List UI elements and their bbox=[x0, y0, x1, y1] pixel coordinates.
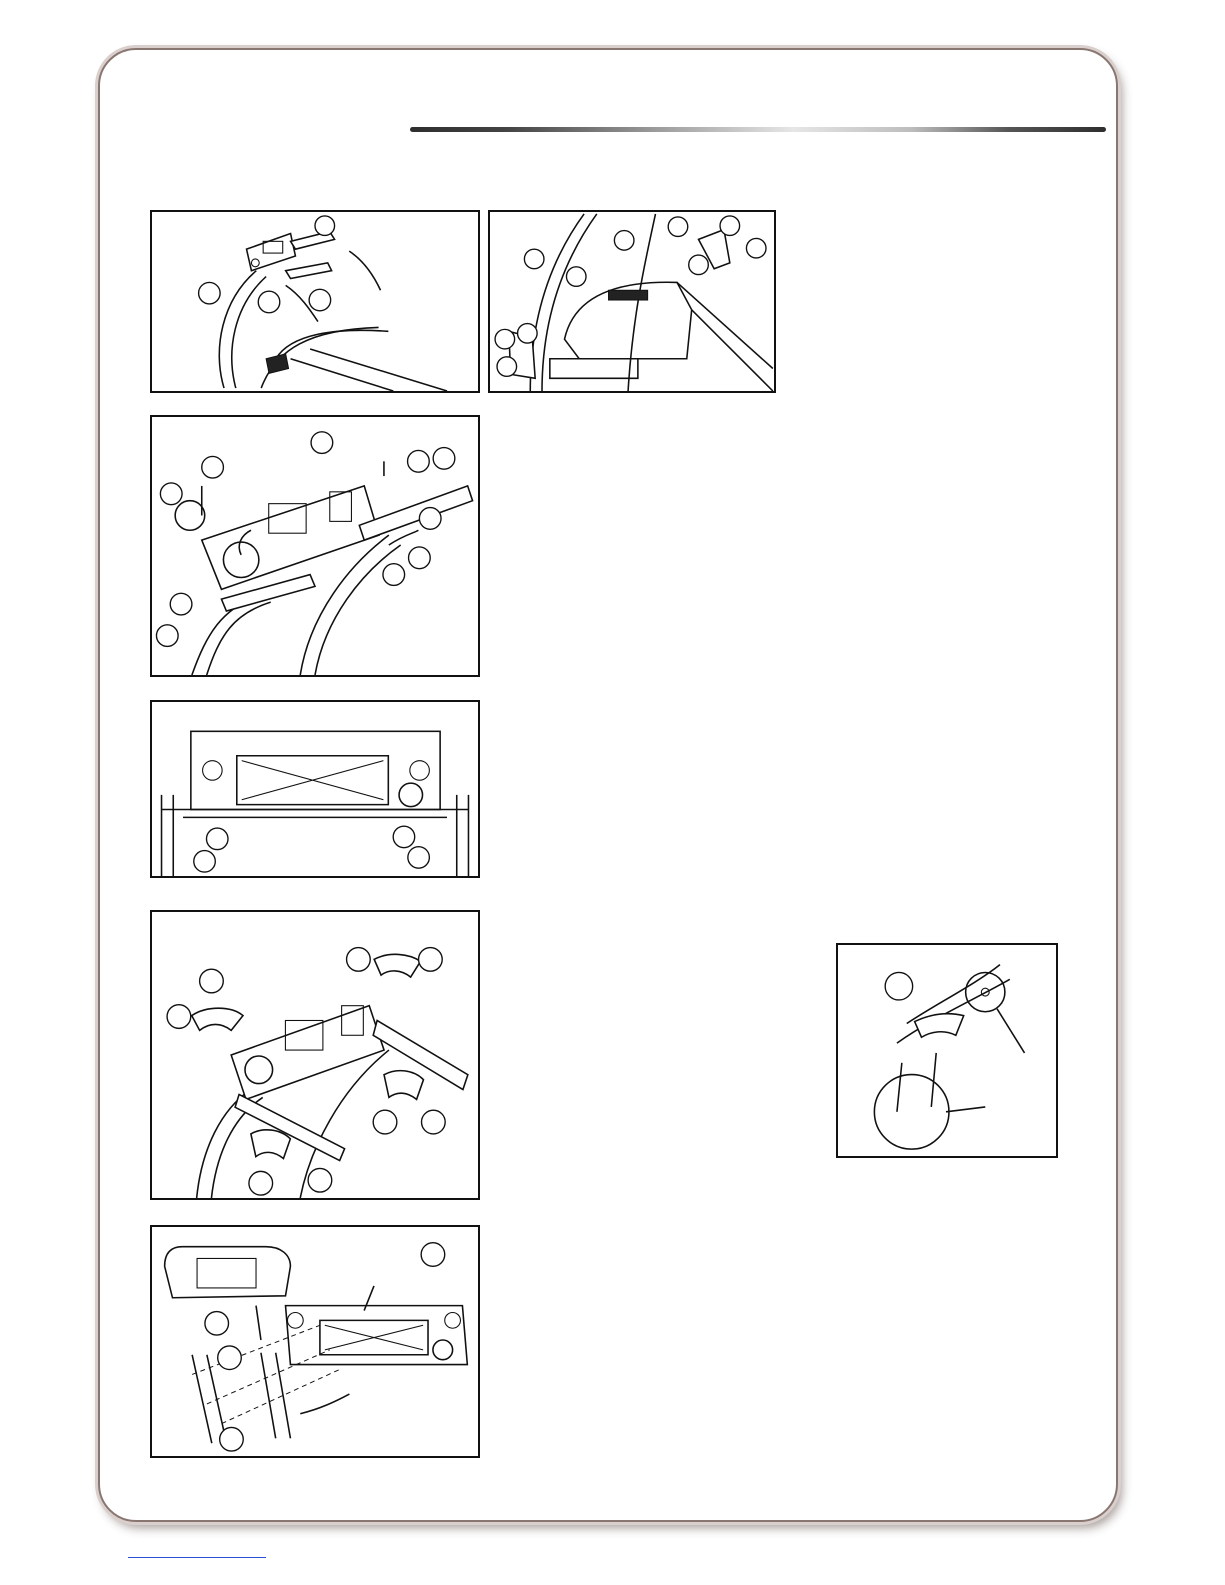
figure-step-1 bbox=[150, 210, 480, 393]
figure-step-5 bbox=[150, 910, 480, 1200]
figure-step-3 bbox=[150, 415, 480, 677]
figure-step-4 bbox=[150, 700, 480, 878]
figure-step-5-detail bbox=[836, 943, 1058, 1158]
header-rule bbox=[410, 127, 1106, 132]
footer-link[interactable] bbox=[128, 1557, 266, 1558]
figure-step-6 bbox=[150, 1225, 480, 1458]
figure-step-2 bbox=[488, 210, 776, 393]
